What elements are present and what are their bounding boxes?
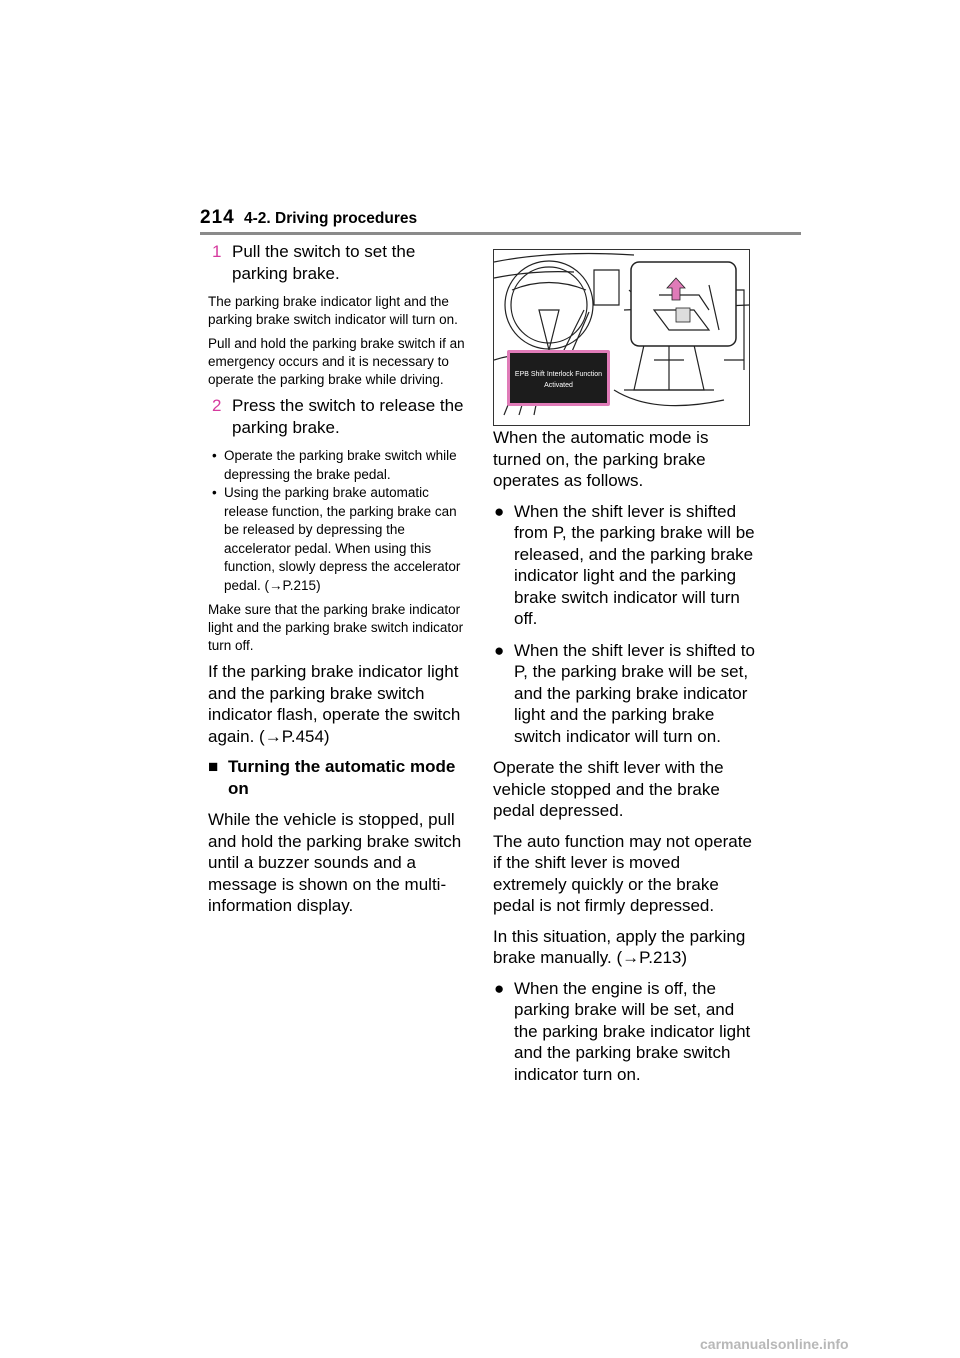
right-column [493, 427, 755, 1095]
bullet-icon: ● [494, 640, 505, 660]
epb-message-box [507, 350, 610, 406]
paragraph: In this situation, apply the parking brake manually. (→P.213) [493, 926, 746, 967]
header-rule [200, 232, 801, 235]
bullet-list [493, 978, 755, 1086]
note-text: Pull and hold the parking brake switch if an emergency occurs and it is necessary to operate the parking brake while driving. [208, 336, 465, 387]
paragraph: If the parking brake indicator light and the parking brake switch indicator flash, operate the switch again. (→P.454) [208, 662, 461, 746]
left-column [208, 241, 470, 926]
note-text: The parking brake indicator light and the parking brake switch indicator will turn on. [208, 294, 458, 327]
bullet-list [208, 447, 470, 595]
section-title: 4-2. Driving procedures [244, 210, 418, 227]
list-item: • Using the parking brake automatic release function, the parking brake can be released by depressing the accelerator pedal. When using this function, slowly depress the accelerator pedal. (→P.215) [212, 485, 461, 593]
note-text: Make sure that the parking brake indicator light and the parking brake switch indicator turn off. [208, 602, 464, 653]
bullet-list [493, 501, 755, 748]
step-text: Press the switch to release the parking brake. [232, 396, 464, 437]
list-item: ● When the engine is off, the parking brake will be set, and the parking brake indicator light and the parking brake switch indicator turn on. [494, 978, 751, 1084]
dashboard-illustration [493, 249, 750, 426]
step-number: 1 [212, 242, 222, 261]
page-number: 214 [200, 207, 235, 228]
step-2 [208, 395, 470, 439]
subheading: ■ Turning the automatic mode on [208, 757, 456, 798]
step-number: 2 [212, 396, 222, 415]
square-bullet-icon: ■ [208, 757, 219, 776]
paragraph: The auto function may not operate if the shift lever is moved extremely quickly or the brake pedal is not firmly depressed. [493, 831, 752, 915]
bullet-icon: ● [494, 978, 505, 998]
watermark: carmanualsonline.info [700, 1336, 849, 1352]
bullet-icon: ● [494, 501, 505, 521]
step-text: Pull the switch to set the parking brake. [232, 242, 416, 283]
page-header [200, 207, 800, 235]
paragraph: When the automatic mode is turned on, the parking brake operates as follows. [493, 428, 709, 490]
paragraph: Operate the shift lever with the vehicle stopped and the brake pedal depressed. [493, 758, 724, 820]
list-item: • Operate the parking brake switch while depressing the brake pedal. [212, 448, 457, 482]
paragraph: While the vehicle is stopped, pull and hold the parking brake switch until a buzzer sounds and a message is shown on the multi-information display. [208, 810, 462, 915]
message-line: Activated [544, 382, 573, 389]
message-line: EPB Shift Interlock Function [514, 371, 603, 378]
step-1 [208, 241, 470, 285]
list-item: ● When the shift lever is shifted to P, the parking brake will be set, and the parking brake indicator light and the parking brake switch indicator will turn on. [494, 640, 755, 746]
list-item: ● When the shift lever is shifted from P, the parking brake will be released, and the parking brake indicator light and the parking brake switch indicator will turn off. [494, 501, 755, 628]
